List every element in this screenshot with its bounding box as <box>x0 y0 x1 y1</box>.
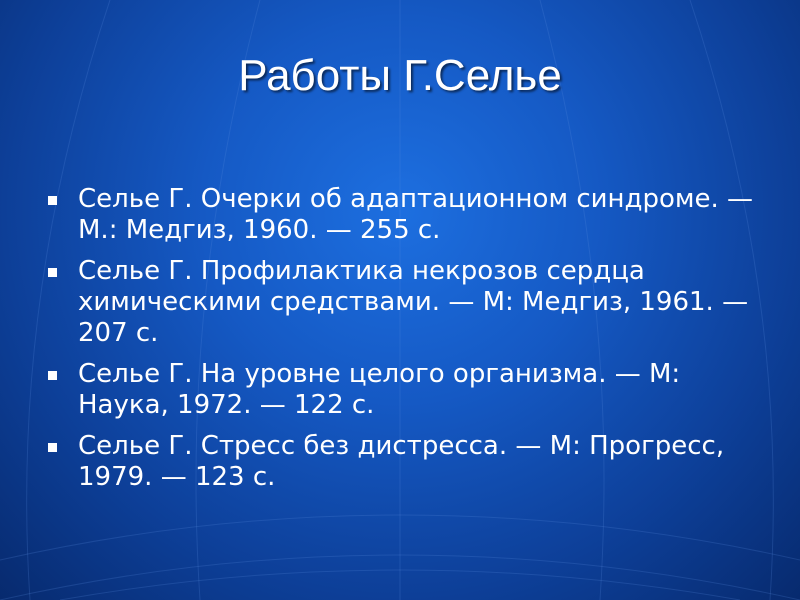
list-item <box>46 359 766 421</box>
list-item-text: Селье Г. На уровне целого организма. — М: Наука, 1972. — 122 с. <box>78 359 681 420</box>
list-item-text: Селье Г. Очерки об адаптационном синдроме. — М.: Медгиз, 1960. — 255 с. <box>78 184 754 245</box>
list-item-text: Селье Г. Профилактика некрозов сердца химическими средствами. — М: Медгиз, 1961. — 207 с. <box>78 256 749 348</box>
square-bullet-icon <box>48 196 57 205</box>
list-item <box>46 256 766 349</box>
bullet-list <box>46 184 766 503</box>
square-bullet-icon <box>48 371 57 380</box>
list-item <box>46 184 766 246</box>
square-bullet-icon <box>48 268 57 277</box>
slide-title: Работы Г.Селье <box>238 51 562 100</box>
square-bullet-icon <box>48 443 57 452</box>
list-item <box>46 431 766 493</box>
list-item-text: Селье Г. Стресс без дистресса. — М: Прогресс, 1979. — 123 с. <box>78 431 725 492</box>
